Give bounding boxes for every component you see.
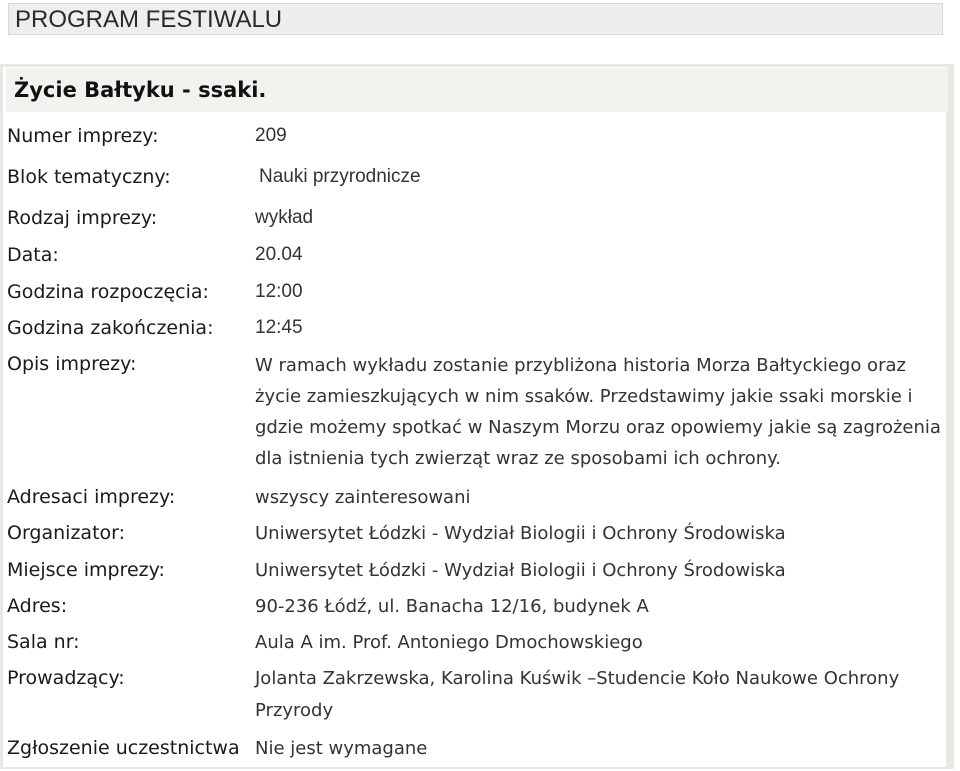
start-label: Godzina rozpoczęcia: (7, 281, 209, 303)
rodzaj-value: wykład (255, 207, 314, 228)
end-value: 12:45 (255, 317, 303, 338)
adres-label: Adres: (7, 595, 68, 617)
organizator-label: Organizator: (7, 522, 126, 544)
page-title: PROGRAM FESTIWALU (15, 6, 283, 33)
rodzaj-label: Rodzaj imprezy: (7, 207, 158, 229)
zgloszenie-value: Nie jest wymagane (255, 738, 428, 759)
zgloszenie-label: Zgłoszenie uczestnictwa (7, 737, 240, 759)
prowadzacy-value: Jolanta Zakrzewska, Karolina Kuświk –Studencie Koło Naukowe Ochrony Przyrody (255, 668, 900, 721)
organizator-value: Uniwersytet Łódzki - Wydział Biologii i Ochrony Środowiska (255, 523, 786, 544)
miejsce-label: Miejsce imprezy: (7, 559, 165, 581)
opis-label: Opis imprezy: (7, 353, 137, 375)
page-header (8, 3, 943, 35)
sala-label: Sala nr: (7, 631, 80, 653)
adresaci-label: Adresaci imprezy: (7, 486, 176, 508)
miejsce-value: Uniwersytet Łódzki - Wydział Biologii i Ochrony Środowiska (255, 560, 786, 581)
data-label: Data: (7, 244, 59, 266)
opis-value: W ramach wykładu zostanie przybliżona historia Morza Bałtyckiego oraz życie zamieszkujących w nim ssaków. Przedstawimy jakie ssaki morskie i gdzie możemy spotkać w Naszym Morzu oraz opowiemy jakie są zagrożenia dla istnienia tych zwierząt wraz ze sposobami ich ochrony. (255, 355, 941, 469)
event-title: Życie Bałtyku - ssaki. (14, 78, 267, 102)
end-label: Godzina zakończenia: (7, 317, 214, 339)
blok-label: Blok tematyczny: (7, 166, 171, 188)
data-value: 20.04 (255, 244, 303, 265)
adres-value: 90-236 Łódź, ul. Banacha 12/16, budynek A (255, 596, 649, 617)
adresaci-value: wszyscy zainteresowani (255, 487, 471, 508)
blok-value: Nauki przyrodnicze (259, 166, 421, 187)
prowadzacy-label: Prowadzący: (7, 667, 125, 689)
start-value: 12:00 (255, 281, 303, 302)
numer-value: 209 (255, 125, 287, 146)
event-title-bar (6, 68, 948, 112)
sala-value: Aula A im. Prof. Antoniego Dmochowskiego (255, 632, 643, 653)
numer-label: Numer imprezy: (7, 125, 159, 147)
